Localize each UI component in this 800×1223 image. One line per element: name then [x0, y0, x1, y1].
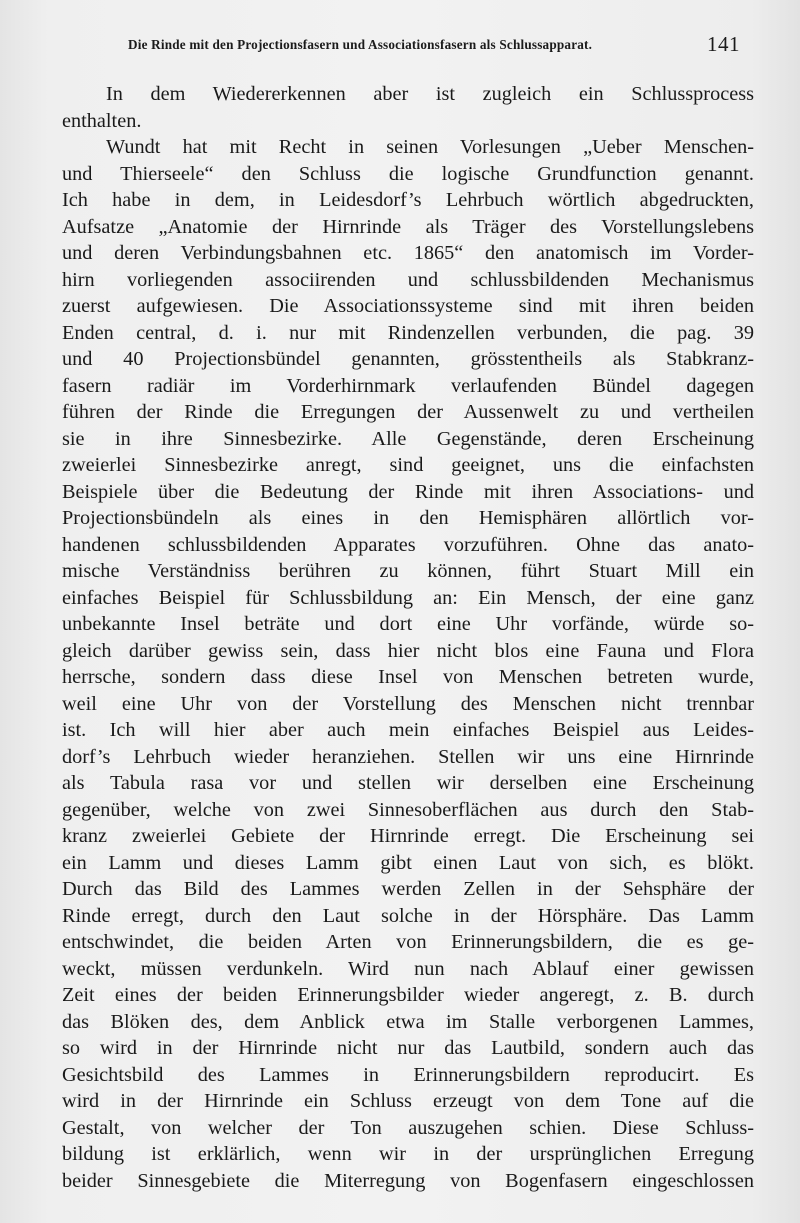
text-line: Gesichtsbild des Lammes in Erinnerungsbildern reproducirt. Es [62, 1063, 754, 1086]
text-line: Durch das Bild des Lammes werden Zellen in der Sehsphäre der [62, 878, 754, 900]
text-line: und Thierseele“ den Schluss die logische Grundfunction genannt. [62, 162, 754, 185]
text-line: beider Sinnesgebiete die Miterregung von Bogenfasern eingeschlossen [62, 1169, 754, 1192]
text-line: unbekannte Insel beträte und dort eine Uhr vorfände, würde so- [62, 613, 754, 635]
text-line: sie in ihre Sinnesbezirke. Alle Gegenstände, deren Erscheinung [62, 427, 754, 450]
text-line: als Tabula rasa vor und stellen wir derselben eine Erscheinung [62, 772, 754, 794]
text-line: weil eine Uhr von der Vorstellung des Menschen nicht trennbar [62, 692, 754, 715]
page-number: 141 [707, 32, 740, 56]
text-line: wird in der Hirnrinde ein Schluss erzeugt von dem Tone auf die [62, 1090, 754, 1112]
text-line: mische Verständniss berühren zu können, führt Stuart Mill ein [62, 560, 754, 582]
text-line: führen der Rinde die Erregungen der Aussenwelt zu und vertheilen [62, 401, 754, 423]
running-title: Die Rinde mit den Projectionsfasern und Associationsfasern als Schlussapparat. [128, 37, 593, 52]
text-line: enthalten. [62, 109, 142, 132]
text-line: gegenüber, welche von zwei Sinnesoberflächen aus durch den Stab- [62, 798, 754, 821]
text-line: In dem Wiedererkennen aber ist zugleich ein Schlussprocess [106, 83, 754, 105]
text-line: Zeit eines der beiden Erinnerungsbilder wieder angeregt, z. B. durch [62, 984, 754, 1006]
running-header [128, 34, 740, 58]
text-line: und 40 Projectionsbündel genannten, grösstentheils als Stabkranz- [62, 348, 754, 370]
text-line: bildung ist erklärlich, wenn wir in der ursprünglichen Erregung [62, 1143, 754, 1165]
text-line: Projectionsbündeln als eines in den Hemisphären allörtlich vor- [62, 507, 754, 529]
text-line: Aufsatze „Anatomie der Hirnrinde als Träger des Vorstellungslebens [62, 215, 754, 238]
text-line: Beispiele über die Bedeutung der Rinde mit ihren Associations- und [62, 480, 754, 503]
text-line: weckt, müssen verdunkeln. Wird nun nach Ablauf einer gewissen [62, 957, 754, 980]
text-line: Wundt hat mit Recht in seinen Vorlesungen „Ueber Menschen- [106, 136, 754, 158]
text-line: entschwindet, die beiden Arten von Erinnerungsbildern, die es ge- [62, 931, 754, 953]
text-line: einfaches Beispiel für Schlussbildung an: Ein Mensch, der eine ganz [62, 586, 754, 609]
text-line: das Blöken des, dem Anblick etwa im Stalle verborgenen Lammes, [62, 1010, 754, 1033]
text-line: ist. Ich will hier aber auch mein einfaches Beispiel aus Leides- [62, 719, 754, 741]
text-line: zweierlei Sinnesbezirke anregt, sind geeignet, uns die einfachsten [62, 454, 754, 476]
text-line: zuerst aufgewiesen. Die Associationssysteme sind mit ihren beiden [62, 295, 754, 317]
text-line: so wird in der Hirnrinde nicht nur das Lautbild, sondern auch das [62, 1037, 754, 1059]
body-text [62, 81, 754, 1194]
text-line: kranz zweierlei Gebiete der Hirnrinde erregt. Die Erscheinung sei [62, 825, 754, 847]
text-line: und deren Verbindungsbahnen etc. 1865“ den anatomisch im Vorder- [62, 242, 754, 264]
text-line: handenen schlussbildenden Apparates vorzuführen. Ohne das anato- [62, 533, 754, 556]
text-line: gleich darüber gewiss sein, dass hier nicht blos eine Fauna und Flora [62, 639, 754, 662]
text-line: Gestalt, von welcher der Ton auszugehen schien. Diese Schluss- [62, 1116, 754, 1139]
text-line: ein Lamm und dieses Lamm gibt einen Laut von sich, es blökt. [62, 851, 754, 874]
text-line: Rinde erregt, durch den Laut solche in der Hörsphäre. Das Lamm [62, 904, 754, 927]
text-line: dorf’s Lehrbuch wieder heranziehen. Stellen wir uns eine Hirnrinde [62, 745, 754, 768]
text-line: hirn vorliegenden associirenden und schlussbildenden Mechanismus [62, 268, 754, 291]
text-line: fasern radiär im Vorderhirnmark verlaufenden Bündel dagegen [62, 374, 754, 397]
text-line: Ich habe in dem, in Leidesdorf’s Lehrbuch wörtlich abgedruckten, [62, 189, 754, 211]
text-line: Enden central, d. i. nur mit Rindenzellen verbunden, die pag. 39 [62, 321, 754, 344]
text-line: herrsche, sondern dass diese Insel von Menschen betreten wurde, [62, 666, 754, 688]
